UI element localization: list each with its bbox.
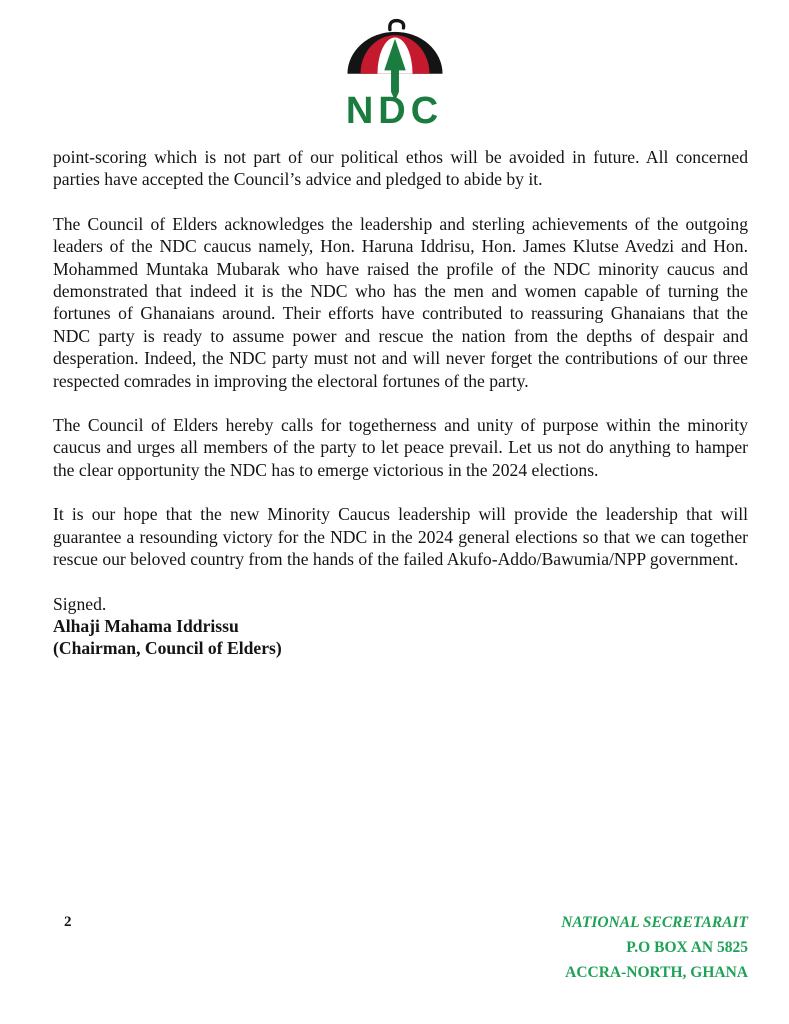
address-line-city: ACCRA-NORTH, GHANA xyxy=(565,964,748,981)
signature-block xyxy=(53,593,748,660)
signatory-name: Alhaji Mahama Iddrissu xyxy=(53,615,239,636)
signatory-title: (Chairman, Council of Elders) xyxy=(53,638,282,659)
ndc-logo xyxy=(0,0,789,132)
address-line-secretariat: NATIONAL SECRETARAIT xyxy=(561,914,748,931)
ndc-logo-text: NDC xyxy=(345,90,444,132)
signed-label: Signed. xyxy=(53,593,107,614)
page-number: 2 xyxy=(64,914,72,930)
letter-body xyxy=(53,146,748,660)
paragraph-4: It is our hope that the new Minority Caucus leadership will provide the leadership that will guarantee a resounding victory for the NDC in the 2024 general elections so that we can together rescue our beloved country from the hands of the failed Akufo-Addo/Bawumia/NPP government. xyxy=(53,504,748,570)
paragraph-1: point-scoring which is not part of our political ethos will be avoided in future. All concerned parties have accepted the Council’s advice and pledged to abide by it. xyxy=(53,147,748,190)
paragraph-3: The Council of Elders hereby calls for togetherness and unity of purpose within the minority caucus and urges all members of the party to let peace prevail. Let us not do anything to hamper the clear opportunity the NDC has to emerge victorious in the 2024 elections. xyxy=(53,415,748,480)
address-line-pobox: P.O BOX AN 5825 xyxy=(626,939,748,956)
secretariat-address xyxy=(561,910,748,985)
paragraph-2: The Council of Elders acknowledges the leadership and sterling achievements of the outgoing leaders of the NDC caucus namely, Hon. Haruna Iddrisu, Hon. James Klutse Avedzi and Hon. Mohammed Muntaka Mubarak who have raised the profile of the NDC minority caucus and demonstrated that indeed it is the NDC who has the men and women capable of turning the fortunes of Ghanaians around. Their efforts have contributed to reassuring Ghanaians that the NDC party is ready to assume power and rescue the nation from the depths of despair and desperation. Indeed, the NDC party must not and will never forget the contributions of our three respected comrades in improving the electoral fortunes of the party. xyxy=(53,213,748,391)
